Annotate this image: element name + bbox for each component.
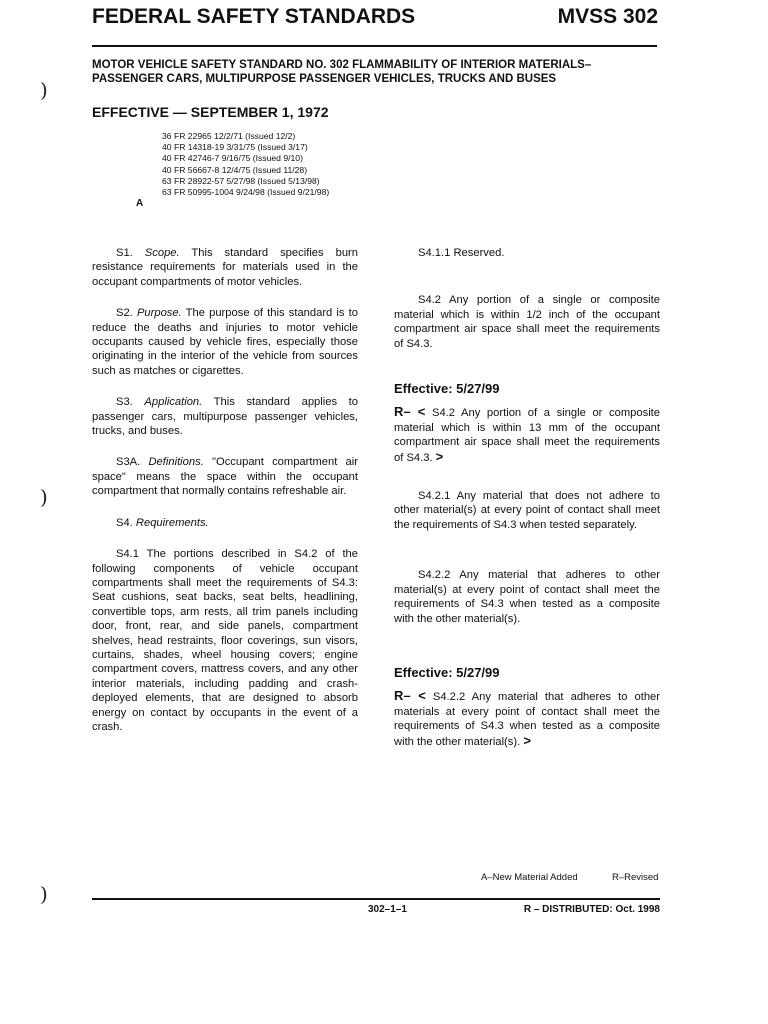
binding-mark: ) — [40, 78, 48, 102]
legend-revised: R–Revised — [612, 872, 659, 883]
revision-close-mark: > — [523, 732, 531, 748]
citation-line: 36 FR 22965 12/2/71 (Issued 12/2) — [162, 131, 296, 141]
section-number: S2. — [116, 307, 133, 320]
new-material-marker: A — [136, 198, 144, 209]
section-s4-2-2-revised — [394, 689, 660, 749]
header-rule — [92, 45, 657, 47]
section-number: S1. — [116, 247, 133, 259]
citation-line: 63 FR 50995-1004 9/24/98 (Issued 9/21/98) — [162, 187, 330, 198]
section-s4-2-revised — [394, 405, 660, 465]
effective-subheading: Effective: 5/27/99 — [394, 664, 500, 680]
document-title: FEDERAL SAFETY STANDARDS — [92, 5, 416, 28]
section-text: This standard applies to passenger cars, multipurpose passenger vehicles, trucks, and buses. — [92, 396, 359, 438]
revision-close-mark: > — [435, 448, 444, 464]
citation-line: 40 FR 56667-8 12/4/75 (Issued 11/28) — [162, 164, 308, 175]
section-label: Definitions. — [148, 456, 204, 469]
section-text: "Occupant compartment air space" means the space within the occupant compartment that normally contains refreshable air. — [92, 456, 358, 498]
citation-line: 40 FR 42746-7 9/16/75 (Issued 9/10) — [162, 153, 303, 164]
section-s4-2: S4.2 Any portion of a single or composite material which is within 1/2 inch of the occupant compartment air space shall meet the requirements of S4.3. — [394, 294, 660, 350]
section-s2 — [92, 306, 358, 378]
section-text: S4.2.2 Any material that adheres to other materials at every point of contact shall meet the requirements of S4.3 when tested as a composite with the other material(s). — [394, 691, 660, 748]
effective-date-heading: EFFECTIVE — SEPTEMBER 1, 1972 — [92, 104, 329, 120]
binding-mark: ) — [40, 882, 48, 906]
section-label: Application. — [144, 396, 203, 409]
federal-register-citations — [162, 131, 329, 198]
section-label: Purpose. — [136, 307, 182, 320]
section-s4-1: S4.1 The portions described in S4.2 of the following components of vehicle occupant compartments shall meet the requirements of S4.3: Seat cushions, seat backs, seat belts, headlining, convertible tops, arm rests, all trim panels including door, front, rear, and side panels, compartment shelves, head restraints, floor coverings, sun visors, curtains, shades, wheel housing covers; engine compartment covers, mattress covers, and any other interior materials, including padding and crash-deployed elements, that are designed to absorb energy on contact by occupants in the event of a crash. — [92, 548, 358, 733]
section-s4-1-1: S4.1.1 Reserved. — [418, 247, 505, 259]
section-number: S4. — [116, 516, 133, 529]
section-number: S3. — [116, 396, 133, 409]
standard-title: MOTOR VEHICLE SAFETY STANDARD NO. 302 FLAMMABILITY OF INTERIOR MATERIALS– PASSENGER CARS, MULTIPURPOSE PASSENGER VEHICLES, TRUCKS AND BUSES — [92, 59, 592, 85]
section-text: This standard specifies burn resistance requirements for materials used in the occupant compartments of motor vehicles. — [92, 247, 358, 288]
legend-new-material: A–New Material Added — [481, 872, 578, 883]
section-label: Requirements. — [135, 516, 209, 529]
section-s4-2-1: S4.2.1 Any material that does not adhere to other material(s) at every point of contact shall meet the requirements of S4.3 when tested separately. — [394, 490, 660, 531]
section-s4-2-2: S4.2.2 Any material that adheres to other material(s) at every point of contact shall meet the requirements of S4.3 when tested as a composite with the other material(s). — [394, 569, 660, 625]
left-column — [92, 246, 358, 734]
footer-rule — [92, 898, 660, 900]
revision-mark: R– < — [394, 404, 426, 420]
section-s3a — [92, 455, 358, 498]
section-s3 — [92, 395, 358, 438]
page-number: 302–1–1 — [368, 904, 407, 915]
standard-code: MVSS 302 — [557, 5, 658, 28]
section-label: Scope. — [144, 247, 180, 259]
effective-subheading: Effective: 5/27/99 — [394, 381, 500, 397]
section-s4 — [92, 516, 358, 530]
section-number: S3A. — [116, 456, 141, 469]
revision-mark: R– < — [394, 688, 426, 704]
section-text: The purpose of this standard is to reduce the deaths and injuries to motor vehicle occupants caused by vehicle fires, especially those originating in the interior of the vehicle from sources such as matches or cigarettes. — [92, 307, 358, 377]
citation-line: 63 FR 28922-57 5/27/98 (Issued 5/13/98) — [162, 175, 320, 186]
distribution-date: R – DISTRIBUTED: Oct. 1998 — [523, 904, 660, 915]
section-text: S4.2 Any portion of a single or composite material which is within 13 mm of the occupant compartment air space shall meet the requirements of S4.3. — [394, 407, 661, 464]
citation-line: 40 FR 14318-19 3/31/75 (Issued 3/17) — [162, 142, 308, 153]
binding-mark: ) — [40, 485, 48, 509]
section-s1 — [92, 246, 358, 289]
right-column — [394, 246, 660, 749]
